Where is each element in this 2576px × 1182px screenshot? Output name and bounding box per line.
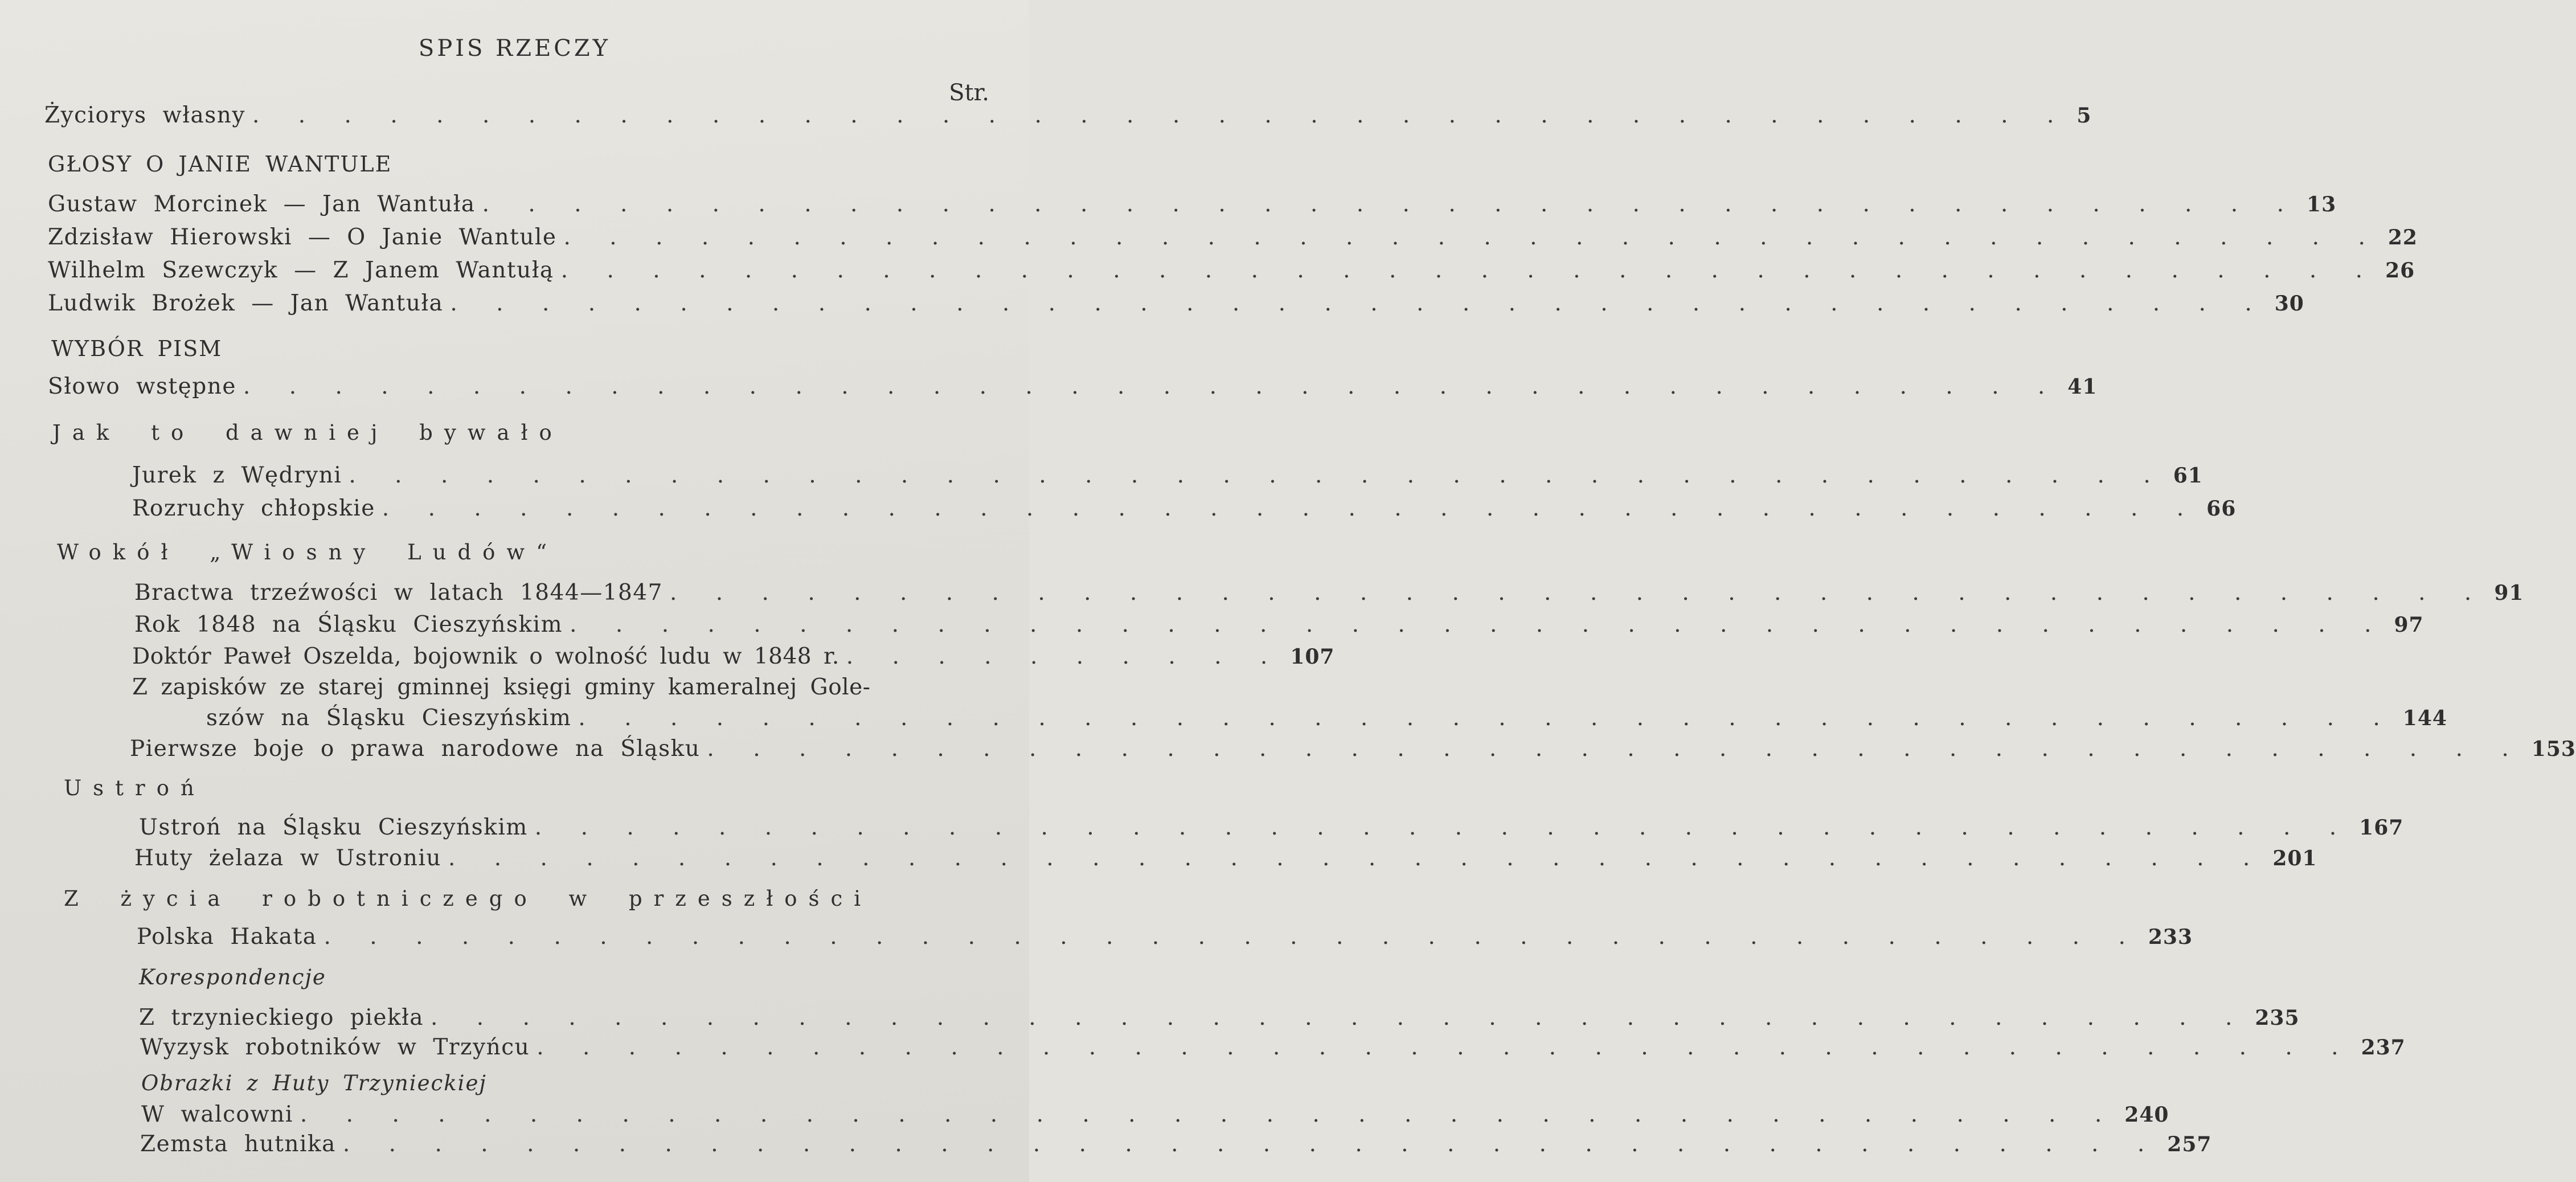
leader-dots: . . . . . . . . . . . . . . . . . . . . . . . . . . . . . . . . . . . . . . . . [534,815,2353,840]
subsection-heading-obrazki: Obrazki z Huty Trzynieckiej [141,1071,487,1095]
toc-entry-jurek[interactable] [132,463,2203,488]
toc-entry-page: 22 [2387,226,2418,250]
leader-dots: . . . . . . . . . . . . . . . . . . . . . . . . . . . . . . . . . . . . . . . . [382,496,2200,521]
toc-entry-rok1848[interactable] [134,612,2424,637]
toc-entry-title: Rok 1848 na Śląsku Cieszyńskim [134,612,563,637]
toc-entry-brozek[interactable] [48,291,2304,316]
leader-dots: . . . . . . . . . . [846,644,1284,669]
toc-entry-slowo[interactable] [48,374,2098,399]
section-heading-ustron: Ustroń [64,776,206,800]
leader-dots: . . . . . . . . . . . . . . . . . . . . . . . . . . . . . . . . . . . . . . . . [448,845,2266,871]
toc-entry-page: 257 [2167,1132,2212,1156]
leader-dots: . . . . . . . . . . . . . . . . . . . . . . . . . . . . . . . . . . . . . . . . [430,1005,2249,1030]
leader-dots: . . . . . . . . . . . . . . . . . . . . . . . . . . . . . . . . . . . . . . . . [707,736,2525,762]
leader-dots: . . . . . . . . . . . . . . . . . . . . . . . . . . . . . . . . . . . . . . . . [482,191,2300,217]
section-heading-wybor: WYBÓR PISM [51,336,223,361]
leader-dots: . . . . . . . . . . . . . . . . . . . . . . . . . . . . . . . . . . . . . . . . [342,1131,2161,1157]
toc-entry-page: 240 [2124,1103,2169,1127]
toc-entry-title: W walcowni [141,1102,293,1127]
toc-entry-ustron-slask[interactable] [139,815,2404,840]
toc-entry-trzyniec-pieklo[interactable] [139,1005,2300,1030]
page-title: SPIS RZECZY [418,35,611,62]
toc-entry-title: Polska Hakata [137,924,317,950]
section-heading-wokol: Wokół „Wiosny Ludów“ [57,540,559,565]
section-heading-jak: Jak to dawniej bywało [52,420,563,445]
toc-entry-page: 237 [2361,1036,2406,1060]
leader-dots: . . . . . . . . . . . . . . . . . . . . . . . . . . . . . . . . . . . . . . . . [578,705,2396,731]
toc-entry-oszelda[interactable] [132,644,1335,669]
toc-entry-title: Wilhelm Szewczyk — Z Janem Wantułą [48,257,554,283]
leader-dots: . . . . . . . . . . . . . . . . . . . . . . . . . . . . . . . . . . . . . . . . [560,257,2379,283]
toc-entry-title: Życiorys własny [44,103,245,128]
toc-entry-bractwa[interactable] [134,580,2524,606]
toc-entry-title: Bractwa trzeźwości w latach 1844—1847 [134,580,663,606]
toc-entry-wyzysk[interactable] [140,1034,2406,1060]
leader-dots: . . . . . . . . . . . . . . . . . . . . . . . . . . . . . . . . . . . . . . . . [252,103,2070,128]
toc-entry-hakata[interactable] [137,924,2193,950]
toc-entry-page: 201 [2272,846,2317,870]
leader-dots: . . . . . . . . . . . . . . . . . . . . . . . . . . . . . . . . . . . . . . . . [323,924,2141,950]
toc-entry-title: Jurek z Wędryni [132,463,342,488]
toc-entry-page: 5 [2077,104,2092,128]
toc-entry-page: 26 [2385,259,2415,283]
section-heading-glosy: GŁOSY O JANIE WANTULE [48,152,392,177]
toc-entry-page: 13 [2307,193,2337,216]
toc-entry-rozruchy[interactable] [132,496,2237,521]
toc-entry-zemsta[interactable] [140,1131,2212,1157]
toc-entry-page: 41 [2067,375,2098,399]
leader-dots: . . . . . . . . . . . . . . . . . . . . . . . . . . . . . . . . . . . . . . . . [450,291,2268,316]
toc-entry-title: Pierwsze boje o prawa narodowe na Śląsku [130,736,701,762]
page-column-label: Str. [949,80,989,106]
toc-entry-title: Ludwik Brożek — Jan Wantuła [48,291,444,316]
toc-entry-page: 235 [2255,1006,2300,1030]
toc-entry-title: szów na Śląsku Cieszyńskim [206,705,572,731]
leader-dots: . . . . . . . . . . . . . . . . . . . . . . . . . . . . . . . . . . . . . . . . [300,1102,2118,1127]
toc-entry-title: Rozruchy chłopskie [132,496,375,521]
toc-entry-walcownia[interactable] [141,1102,2169,1127]
toc-entry-page: 97 [2394,613,2424,637]
toc-entry-title: Ustroń na Śląsku Cieszyńskim [139,815,528,840]
toc-entry-szewczyk[interactable] [48,257,2415,283]
leader-dots: . . . . . . . . . . . . . . . . . . . . . . . . . . . . . . . . . . . . . . . . [669,580,2488,606]
section-heading-zycie: Z życia robotniczego w przeszłości [64,886,873,911]
toc-entry-page: 233 [2148,925,2193,949]
toc-entry-title: Huty żelaza w Ustroniu [134,845,441,871]
leader-dots: . . . . . . . . . . . . . . . . . . . . . . . . . . . . . . . . . . . . . . . . [349,463,2167,488]
toc-entry-title: Zdzisław Hierowski — O Janie Wantule [48,224,557,250]
leader-dots: . . . . . . . . . . . . . . . . . . . . . . . . . . . . . . . . . . . . . . . . [243,374,2061,399]
toc-entry-page: 167 [2359,816,2404,840]
leader-dots: . . . . . . . . . . . . . . . . . . . . . . . . . . . . . . . . . . . . . . . . [570,612,2387,637]
toc-entry-page: 91 [2494,581,2524,605]
subsection-heading-koresp: Korespondencje [139,965,326,989]
toc-entry-zyciorys[interactable] [44,103,2092,128]
toc-entry-page: 61 [2173,464,2203,488]
toc-entry-title: Słowo wstępne [48,374,236,399]
toc-entry-goleszow-line1[interactable]: Z zapisków ze starej gminnej księgi gminy kameralnej Gole- [132,674,871,700]
toc-entry-title: Wyzysk robotników w Trzyńcu [140,1034,530,1060]
toc-entry-pierwsze-boje[interactable] [130,736,2576,762]
toc-entry-page: 107 [1290,645,1335,669]
toc-entry-goleszow[interactable] [206,705,2447,731]
toc-entry-page: 144 [2402,706,2447,730]
toc-entry-title: Zemsta hutnika [140,1131,336,1157]
toc-entry-title: Gustaw Morcinek — Jan Wantuła [48,191,476,217]
leader-dots: . . . . . . . . . . . . . . . . . . . . . . . . . . . . . . . . . . . . . . . . [563,224,2381,250]
toc-entry-page: 30 [2274,292,2304,316]
leader-dots: . . . . . . . . . . . . . . . . . . . . . . . . . . . . . . . . . . . . . . . . [537,1034,2354,1060]
toc-entry-huty[interactable] [134,845,2317,871]
toc-entry-title: Doktór Paweł Oszelda, bojownik o wolność ludu w 1848 r. [132,644,839,669]
toc-entry-page: 153 [2531,737,2576,761]
toc-entry-page: 66 [2206,497,2237,521]
toc-entry-morcinek[interactable] [48,191,2337,217]
toc-entry-title: Z trzynieckiego piekła [139,1005,424,1030]
toc-entry-hierowski[interactable] [48,224,2418,250]
